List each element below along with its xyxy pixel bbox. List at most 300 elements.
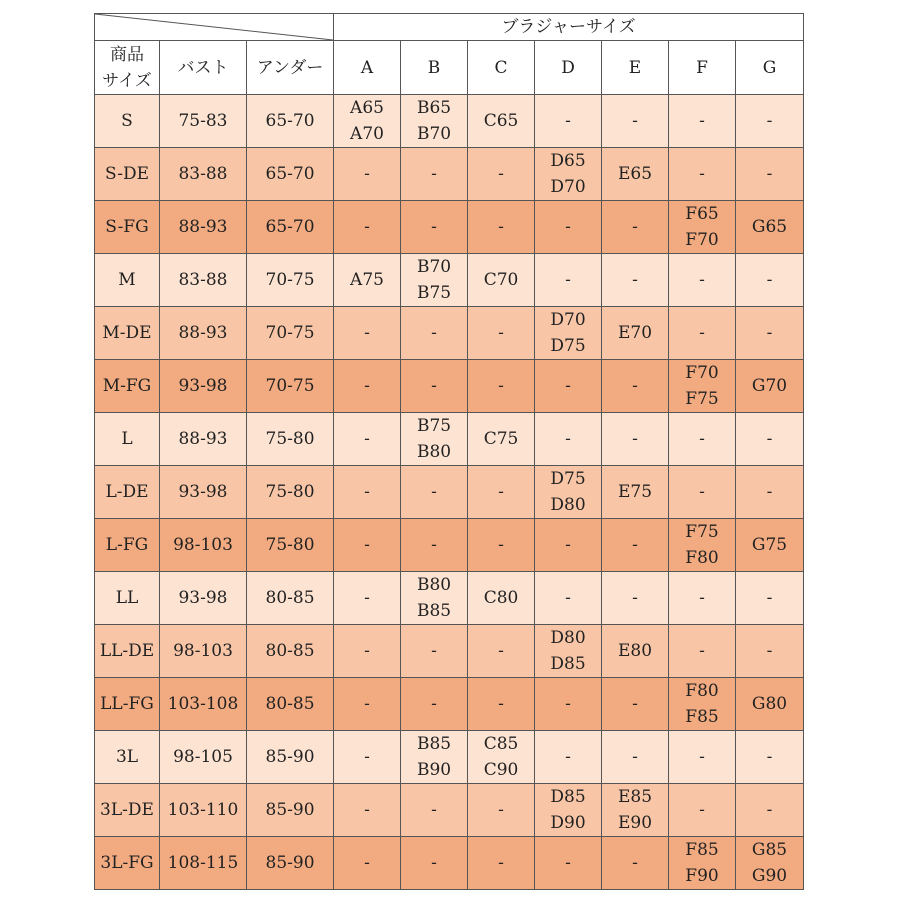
cup-cell-c [468, 572, 535, 625]
bra-size-value: E65 [617, 164, 653, 184]
cup-header-d: D [535, 41, 602, 95]
product-size-cell: LL-FG [95, 678, 160, 731]
bra-size-value: - [699, 429, 705, 449]
bust-cell: 103-110 [160, 784, 247, 837]
bra-size-value: - [565, 270, 571, 290]
cup-cell-a [334, 307, 401, 360]
bust-cell: 75-83 [160, 95, 247, 148]
bust-cell: 98-103 [160, 625, 247, 678]
cup-cell-a [334, 519, 401, 572]
cup-cell-g [736, 413, 804, 466]
bra-size-value: D80 [550, 495, 586, 515]
bra-size-value: - [766, 482, 773, 502]
bra-size-value: - [431, 164, 437, 184]
cup-cell-f [669, 519, 736, 572]
bra-size-value: - [565, 111, 571, 131]
bra-size-value: - [431, 694, 437, 714]
cup-cell-d [535, 307, 602, 360]
cup-cell-d [535, 519, 602, 572]
bra-size-value: - [632, 429, 638, 449]
cup-cell-d [535, 837, 602, 890]
cup-cell-a [334, 784, 401, 837]
product-size-cell: S [95, 95, 160, 148]
product-size-cell: 3L-DE [95, 784, 160, 837]
cup-cell-d [535, 413, 602, 466]
product-size-cell: S-FG [95, 201, 160, 254]
bust-header: バスト [160, 41, 247, 95]
bra-size-value: D70 [550, 177, 586, 197]
cup-cell-d [535, 254, 602, 307]
product-size-cell: L [95, 413, 160, 466]
cup-header-b: B [401, 41, 468, 95]
bra-size-value: - [364, 747, 370, 767]
cup-cell-c [468, 148, 535, 201]
bra-size-value: D85 [550, 654, 586, 674]
bra-size-value: B65 [416, 98, 452, 118]
bra-size-value: - [565, 588, 571, 608]
table-row [95, 625, 804, 678]
cup-cell-d [535, 360, 602, 413]
table-row [95, 254, 804, 307]
bra-size-value: - [699, 111, 705, 131]
bra-size-value: F90 [685, 866, 719, 886]
cup-cell-g [736, 148, 804, 201]
under-cell: 70-75 [247, 254, 334, 307]
cup-cell-e [602, 466, 669, 519]
product-size-header-line2: サイズ [102, 70, 152, 91]
cup-cell-d [535, 572, 602, 625]
bra-size-value: C85 [483, 734, 519, 754]
bra-size-value: - [498, 323, 504, 343]
bust-cell: 93-98 [160, 572, 247, 625]
bra-size-value: G65 [751, 217, 788, 237]
cup-cell-b [401, 254, 468, 307]
bust-cell: 88-93 [160, 307, 247, 360]
cup-cell-b [401, 731, 468, 784]
bra-size-value: E80 [617, 641, 653, 661]
bra-size-value: E85 [617, 787, 653, 807]
bra-size-value: - [766, 588, 773, 608]
cup-cell-a [334, 572, 401, 625]
bra-size-value: - [699, 323, 705, 343]
table-row [95, 837, 804, 890]
bra-size-value: E75 [617, 482, 653, 502]
table-row [95, 413, 804, 466]
cup-cell-f [669, 837, 736, 890]
cup-cell-a [334, 148, 401, 201]
bra-size-value: - [431, 482, 437, 502]
bra-size-value: F85 [685, 707, 719, 727]
bra-size-value: - [364, 429, 370, 449]
cup-cell-g [736, 731, 804, 784]
cup-cell-d [535, 678, 602, 731]
cup-cell-d [535, 201, 602, 254]
bra-size-value: - [498, 800, 504, 820]
cup-cell-a [334, 731, 401, 784]
cup-cell-e [602, 837, 669, 890]
bra-size-value: - [498, 164, 504, 184]
bra-size-value: - [364, 482, 370, 502]
table-row [95, 466, 804, 519]
bra-size-value: D75 [550, 469, 586, 489]
product-size-cell: LL [95, 572, 160, 625]
bra-size-value: D65 [550, 151, 586, 171]
bra-size-value: - [498, 376, 504, 396]
bra-size-value: - [699, 270, 705, 290]
under-cell: 80-85 [247, 625, 334, 678]
under-header: アンダー [247, 41, 334, 95]
bust-cell: 103-108 [160, 678, 247, 731]
bra-size-value: - [766, 747, 773, 767]
under-cell: 65-70 [247, 95, 334, 148]
bra-size-value: B80 [416, 575, 452, 595]
bra-size-value: G85 [751, 840, 788, 860]
bra-size-value: F70 [685, 363, 719, 383]
cup-cell-b [401, 837, 468, 890]
under-cell: 75-80 [247, 519, 334, 572]
bra-size-value: - [431, 376, 437, 396]
product-size-cell: L-DE [95, 466, 160, 519]
cup-cell-b [401, 625, 468, 678]
cup-cell-e [602, 254, 669, 307]
cup-cell-c [468, 360, 535, 413]
cup-cell-c [468, 95, 535, 148]
cup-cell-f [669, 148, 736, 201]
cup-cell-g [736, 837, 804, 890]
cup-header-f: F [669, 41, 736, 95]
cup-cell-c [468, 784, 535, 837]
cup-cell-d [535, 148, 602, 201]
cup-cell-g [736, 572, 804, 625]
bra-size-value: - [498, 694, 504, 714]
cup-cell-f [669, 307, 736, 360]
bra-size-value: - [364, 800, 370, 820]
bra-size-value: - [699, 641, 705, 661]
bra-size-value: - [632, 376, 638, 396]
bra-size-value: - [431, 323, 437, 343]
bra-size-value: D85 [550, 787, 586, 807]
cup-cell-a [334, 678, 401, 731]
bra-size-value: B90 [416, 760, 452, 780]
bra-size-value: - [565, 747, 571, 767]
cup-cell-c [468, 307, 535, 360]
bra-size-value: - [431, 535, 437, 555]
cup-cell-f [669, 572, 736, 625]
cup-cell-g [736, 678, 804, 731]
under-cell: 85-90 [247, 784, 334, 837]
bust-cell: 98-103 [160, 519, 247, 572]
bust-cell: 88-93 [160, 413, 247, 466]
cup-header-e: E [602, 41, 669, 95]
bra-size-value: - [364, 853, 370, 873]
cup-cell-g [736, 201, 804, 254]
bra-size-value: - [498, 535, 504, 555]
table-row [95, 307, 804, 360]
bra-size-value: B70 [416, 124, 452, 144]
under-cell: 70-75 [247, 307, 334, 360]
bra-size-value: - [632, 747, 638, 767]
bust-cell: 83-88 [160, 254, 247, 307]
bra-size-value: B75 [416, 283, 452, 303]
cup-cell-c [468, 466, 535, 519]
bra-size-value: - [364, 535, 370, 555]
under-cell: 80-85 [247, 572, 334, 625]
product-size-cell: 3L-FG [95, 837, 160, 890]
bra-size-value: G90 [751, 866, 788, 886]
bra-size-value: - [498, 482, 504, 502]
bra-size-value: - [498, 641, 504, 661]
cup-cell-d [535, 466, 602, 519]
bra-size-value: - [766, 429, 773, 449]
cup-cell-b [401, 148, 468, 201]
table-row [95, 678, 804, 731]
cup-cell-c [468, 731, 535, 784]
bra-size-value: - [364, 164, 370, 184]
bra-size-value: - [766, 800, 773, 820]
table-body [95, 95, 804, 890]
bra-size-value: - [565, 694, 571, 714]
under-cell: 75-80 [247, 466, 334, 519]
bra-size-value: B75 [416, 416, 452, 436]
bra-size-value: B80 [416, 442, 452, 462]
bra-size-value: C90 [483, 760, 519, 780]
cup-header-g: G [736, 41, 804, 95]
cup-cell-e [602, 519, 669, 572]
cup-cell-g [736, 625, 804, 678]
bust-cell: 93-98 [160, 360, 247, 413]
product-size-cell: 3L [95, 731, 160, 784]
bra-size-value: - [565, 853, 571, 873]
bust-cell: 108-115 [160, 837, 247, 890]
product-size-cell: M [95, 254, 160, 307]
product-size-cell: L-FG [95, 519, 160, 572]
under-cell: 85-90 [247, 837, 334, 890]
bra-size-value: A70 [350, 124, 384, 144]
bra-size-value: - [431, 853, 437, 873]
bra-size-value: - [766, 641, 773, 661]
product-size-cell: LL-DE [95, 625, 160, 678]
cup-cell-d [535, 784, 602, 837]
cup-cell-c [468, 201, 535, 254]
bra-size-value: F75 [685, 522, 719, 542]
bra-size-value: G70 [751, 376, 788, 396]
product-size-cell: M-FG [95, 360, 160, 413]
cup-cell-f [669, 201, 736, 254]
cup-cell-c [468, 678, 535, 731]
bra-size-value: F70 [685, 230, 719, 250]
bra-size-value: - [632, 694, 638, 714]
under-cell: 80-85 [247, 678, 334, 731]
product-size-cell: S-DE [95, 148, 160, 201]
table-row [95, 95, 804, 148]
table-row [95, 519, 804, 572]
table-row [95, 731, 804, 784]
bra-size-value: F80 [685, 681, 719, 701]
bra-size-value: - [498, 853, 504, 873]
cup-cell-e [602, 201, 669, 254]
bra-size-value: - [632, 111, 638, 131]
cup-cell-b [401, 519, 468, 572]
cup-cell-g [736, 360, 804, 413]
bust-cell: 83-88 [160, 148, 247, 201]
cup-cell-b [401, 201, 468, 254]
cup-cell-b [401, 307, 468, 360]
bust-cell: 93-98 [160, 466, 247, 519]
bra-size-value: F85 [685, 840, 719, 860]
table-row [95, 572, 804, 625]
bra-size-value: A75 [350, 270, 384, 290]
bra-size-value: B85 [416, 734, 452, 754]
bra-size-value: - [364, 641, 370, 661]
cup-cell-f [669, 95, 736, 148]
cup-cell-a [334, 201, 401, 254]
bra-size-value: - [632, 853, 638, 873]
cup-cell-f [669, 731, 736, 784]
cup-cell-e [602, 95, 669, 148]
cup-cell-d [535, 731, 602, 784]
bra-size-value: - [699, 482, 705, 502]
cup-cell-e [602, 625, 669, 678]
bra-size-value: - [766, 164, 773, 184]
under-cell: 85-90 [247, 731, 334, 784]
under-cell: 70-75 [247, 360, 334, 413]
bra-size-value: - [364, 323, 370, 343]
table-row [95, 360, 804, 413]
bra-size-value: - [699, 588, 705, 608]
bra-size-value: F65 [685, 204, 719, 224]
cup-cell-b [401, 360, 468, 413]
cup-cell-g [736, 95, 804, 148]
bra-size-value: C65 [483, 111, 519, 131]
cup-cell-b [401, 678, 468, 731]
bra-size-value: - [364, 588, 370, 608]
cup-header-a: A [334, 41, 401, 95]
cup-cell-c [468, 625, 535, 678]
cup-cell-g [736, 254, 804, 307]
bra-size-value: C70 [483, 270, 519, 290]
cup-cell-d [535, 95, 602, 148]
cup-cell-e [602, 413, 669, 466]
bra-size-value: - [632, 588, 638, 608]
diagonal-line-decoration [95, 14, 333, 40]
cup-cell-b [401, 466, 468, 519]
cup-cell-e [602, 731, 669, 784]
product-size-header [95, 41, 160, 95]
table-row [95, 784, 804, 837]
cup-cell-g [736, 784, 804, 837]
cup-cell-a [334, 95, 401, 148]
bra-size-value: D80 [550, 628, 586, 648]
bra-size-value: - [431, 641, 437, 661]
bra-size-value: - [699, 747, 705, 767]
bra-size-value: B70 [416, 257, 452, 277]
under-cell: 75-80 [247, 413, 334, 466]
cup-header-c: C [468, 41, 535, 95]
bra-size-value: - [565, 535, 571, 555]
bra-size-value: - [565, 429, 571, 449]
under-cell: 65-70 [247, 201, 334, 254]
product-size-header-line1: 商品 [110, 44, 144, 65]
bra-size-value: C80 [483, 588, 519, 608]
under-cell: 65-70 [247, 148, 334, 201]
bra-size-value: F80 [685, 548, 719, 568]
bra-size-value: - [766, 111, 773, 131]
cup-cell-a [334, 413, 401, 466]
cup-cell-f [669, 466, 736, 519]
cup-cell-c [468, 254, 535, 307]
cup-cell-f [669, 678, 736, 731]
cup-cell-f [669, 254, 736, 307]
bra-size-title: ブラジャーサイズ [334, 14, 804, 41]
cup-cell-f [669, 413, 736, 466]
bra-size-value: - [766, 270, 773, 290]
bra-size-value: - [431, 217, 437, 237]
bra-size-value: E90 [617, 813, 653, 833]
bra-size-value: - [699, 800, 705, 820]
bra-size-value: - [632, 270, 638, 290]
cup-cell-b [401, 413, 468, 466]
bra-size-value: - [699, 164, 705, 184]
cup-cell-b [401, 784, 468, 837]
bra-size-table [94, 13, 804, 890]
cup-cell-g [736, 466, 804, 519]
bra-size-value: E70 [617, 323, 653, 343]
bra-size-value: - [498, 217, 504, 237]
bust-cell: 88-93 [160, 201, 247, 254]
cup-cell-e [602, 678, 669, 731]
bra-size-value: - [364, 217, 370, 237]
bra-size-value: - [632, 217, 638, 237]
cup-cell-f [669, 360, 736, 413]
cup-cell-b [401, 95, 468, 148]
cup-cell-f [669, 625, 736, 678]
bra-size-value: G80 [751, 694, 788, 714]
cup-cell-a [334, 360, 401, 413]
cup-cell-e [602, 307, 669, 360]
cup-cell-b [401, 572, 468, 625]
cup-cell-e [602, 148, 669, 201]
cup-cell-a [334, 254, 401, 307]
product-size-cell: M-DE [95, 307, 160, 360]
bra-size-value: - [565, 217, 571, 237]
bust-cell: 98-105 [160, 731, 247, 784]
cup-cell-g [736, 519, 804, 572]
cup-cell-c [468, 837, 535, 890]
bra-size-value: D75 [550, 336, 586, 356]
bra-size-value: D90 [550, 813, 586, 833]
bra-size-value: D70 [550, 310, 586, 330]
cup-cell-g [736, 307, 804, 360]
bra-size-value: A65 [350, 98, 384, 118]
bra-size-value: - [364, 694, 370, 714]
cup-cell-c [468, 413, 535, 466]
bra-size-value: - [431, 800, 437, 820]
bra-size-value: G75 [751, 535, 788, 555]
cup-cell-e [602, 572, 669, 625]
bra-size-value: - [364, 376, 370, 396]
bra-size-value: - [632, 535, 638, 555]
cup-cell-a [334, 466, 401, 519]
cup-cell-d [535, 625, 602, 678]
cup-cell-a [334, 837, 401, 890]
bra-size-value: C75 [483, 429, 519, 449]
bra-size-value: B85 [416, 601, 452, 621]
cup-cell-c [468, 519, 535, 572]
bra-size-value: F75 [685, 389, 719, 409]
cup-cell-a [334, 625, 401, 678]
table-row [95, 201, 804, 254]
cup-cell-e [602, 784, 669, 837]
